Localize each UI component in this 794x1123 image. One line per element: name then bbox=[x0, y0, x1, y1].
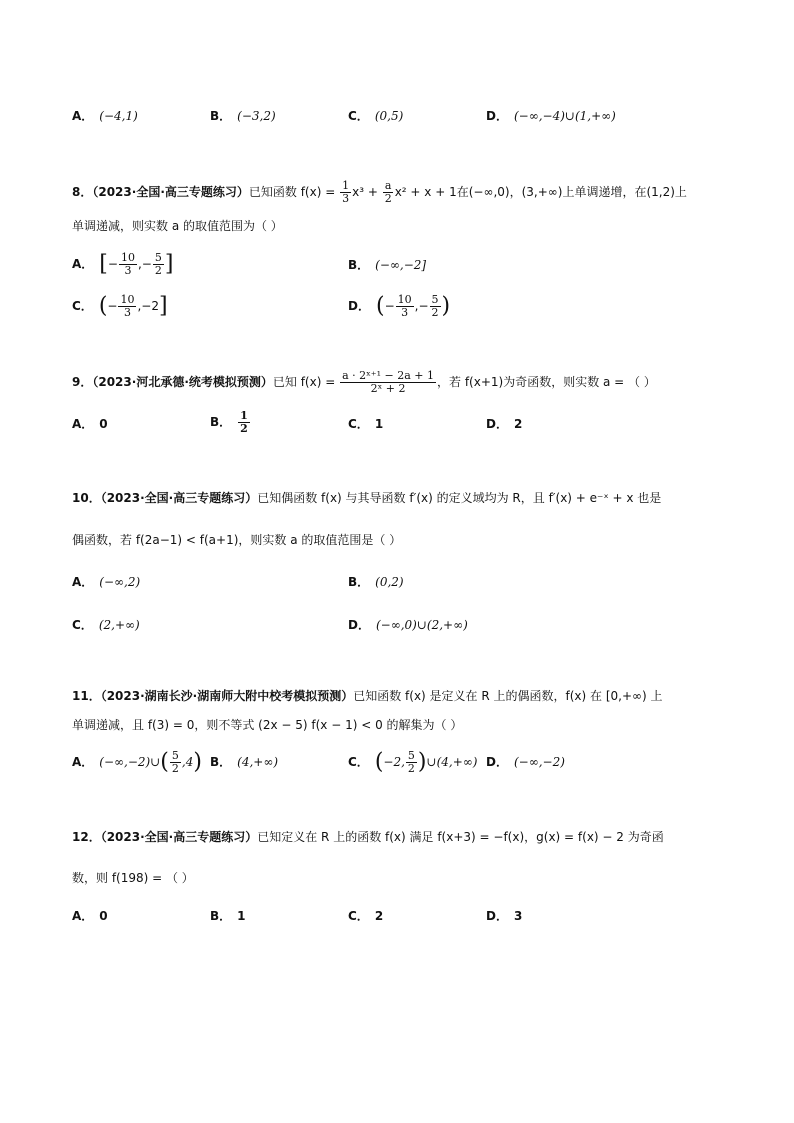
q7-option-a: A． (−4,1) bbox=[72, 109, 138, 123]
q8-option-c: C． (− $\frac{10}{3}$ ,−2] bbox=[72, 293, 168, 319]
q8-opta-frac1: $\frac{10}{3}$ bbox=[120, 251, 135, 277]
q12-option-d: D． 3 bbox=[486, 909, 523, 923]
q10-stem-line2: 偶函数，若 f(2a−1) < f(a+1)，则实数 a 的取值范围是（ ） bbox=[72, 533, 402, 547]
q11-stem-line1: 11．（2023·湖南长沙·湖南师大附中校考模拟预测）已知函数 f(x) 是定义在 R 上的偶函数，f(x) 在 [0,+∞) 上 bbox=[72, 689, 663, 703]
q8-stem-line2: 单调递减，则实数 a 的取值范围为（ ） bbox=[72, 219, 283, 233]
q9-option-a: A． 0 bbox=[72, 417, 108, 431]
q8-stem-line1: 8．（2023·全国·高三专题练习）已知函数 f(x) = $\frac{1}{3}$ x³ + $\frac{a}{2}$ x² + x + 1在(−∞,0)，(3,+∞)上单调递增，在(1,2)上 bbox=[72, 179, 687, 205]
q9-frac: $\frac{\text{a · 2ˣ⁺¹ − 2a + 1}}{\text{2ˣ + 2}}$ bbox=[342, 369, 434, 395]
q11-option-b: B． (4,+∞) bbox=[210, 755, 279, 769]
q8-optd-frac1: $\frac{10}{3}$ bbox=[397, 293, 412, 319]
q7-option-b: B． (−3,2) bbox=[210, 109, 276, 123]
q9-option-d: D． 2 bbox=[486, 417, 523, 431]
q10-option-a: A． (−∞,2) bbox=[72, 575, 141, 589]
q11-opta-frac: $\frac{5}{2}$ bbox=[171, 749, 179, 775]
q12-option-c: C． 2 bbox=[348, 909, 384, 923]
q10-stem-line1: 10．（2023·全国·高三专题练习）已知偶函数 f(x) 与其导函数 f′(x) 的定义域均为 R，且 f′(x) + e⁻ˣ + x 也是 bbox=[72, 491, 662, 505]
q12-stem-line1: 12．（2023·全国·高三专题练习）已知定义在 R 上的函数 f(x) 满足 f(x+3) = −f(x)，g(x) = f(x) − 2 为奇函 bbox=[72, 830, 664, 844]
q11-option-a: A． (−∞,−2)∪( $\frac{5}{2}$ ,4) bbox=[72, 749, 202, 775]
q8-frac-1-3: $\frac{1}{3}$ bbox=[342, 179, 350, 205]
q9-stem: 9．（2023·河北承德·统考模拟预测）已知 f(x) = $\frac{\text{a · 2ˣ⁺¹ − 2a + 1}}{\text{2ˣ + 2}}$ ，若 f(x+1)为奇函数，则实数 a = （ ） bbox=[72, 369, 656, 395]
q7-option-d: D． (−∞,−4)∪(1,+∞) bbox=[486, 109, 616, 123]
q8-option-a: A． [− $\frac{10}{3}$ ,− $\frac{5}{2}$ ] bbox=[72, 251, 174, 277]
q11-stem-line2: 单调递减，且 f(3) = 0，则不等式 (2x − 5) f(x − 1) < 0 的解集为（ ） bbox=[72, 718, 463, 732]
q8-frac-a-2: $\frac{a}{2}$ bbox=[384, 179, 392, 205]
q8-optc-frac: $\frac{10}{3}$ bbox=[120, 293, 135, 319]
q10-option-c: C． (2,+∞) bbox=[72, 618, 140, 632]
q8-opta-frac2: $\frac{5}{2}$ bbox=[154, 251, 162, 277]
q8-optd-frac2: $\frac{5}{2}$ bbox=[431, 293, 439, 319]
q8-option-b: B． (−∞,−2] bbox=[348, 258, 427, 272]
q8-option-d: D． (− $\frac{10}{3}$ ,− $\frac{5}{2}$ ) bbox=[348, 293, 451, 319]
q11-option-d: D． (−∞,−2) bbox=[486, 755, 565, 769]
q7-option-c: C． (0,5) bbox=[348, 109, 404, 123]
q10-option-d: D． (−∞,0)∪(2,+∞) bbox=[348, 618, 468, 632]
q12-option-b: B． 1 bbox=[210, 909, 246, 923]
q12-option-a: A． 0 bbox=[72, 909, 108, 923]
q9-option-c: C． 1 bbox=[348, 417, 384, 431]
q9-optb-frac: $\frac{1}{2}$ bbox=[240, 409, 248, 435]
q9-option-b: B． $\frac{1}{2}$ bbox=[210, 409, 248, 435]
q10-option-b: B． (0,2) bbox=[348, 575, 404, 589]
q11-option-c: C． (−2, $\frac{5}{2}$ )∪(4,+∞) bbox=[348, 749, 478, 775]
q11-optc-frac: $\frac{5}{2}$ bbox=[407, 749, 415, 775]
q12-stem-line2: 数，则 f(198) = （ ） bbox=[72, 871, 194, 885]
